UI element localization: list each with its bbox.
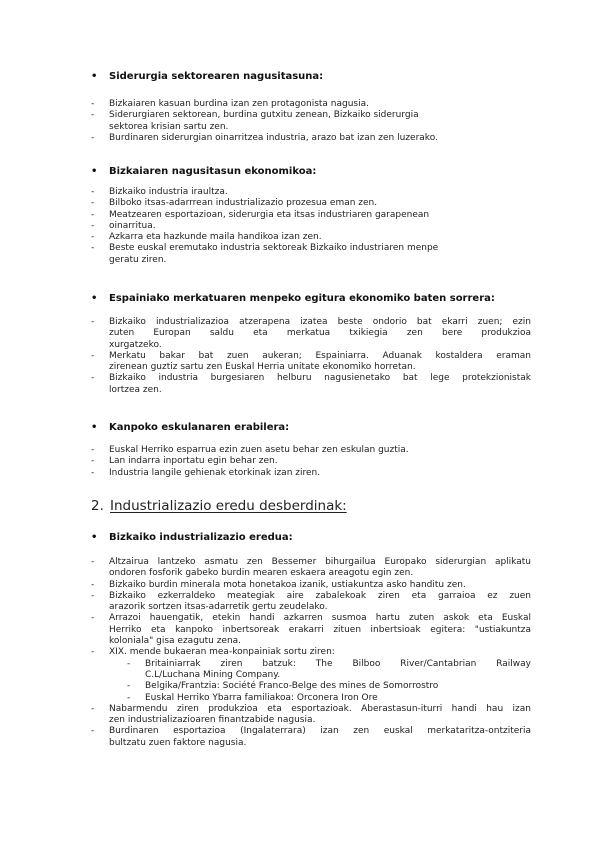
text-line: Meatzearen esportazioan, siderurgia eta itsas industriaren garapenean — [109, 209, 430, 220]
list-item — [91, 243, 531, 266]
dash-marker: - — [91, 703, 95, 714]
list-item-text — [109, 221, 531, 232]
section-heading-2: 2. Industrializazio eredu desberdinak: — [91, 498, 347, 514]
dash-marker: - — [91, 209, 95, 220]
list-item — [91, 456, 531, 467]
bullet-list — [91, 445, 531, 479]
list-item-text — [109, 704, 531, 727]
list-item — [91, 704, 531, 727]
bullet-heading: • Kanpoko eskulanaren erabilera: — [91, 422, 290, 433]
list-item — [91, 580, 531, 591]
dash-marker: - — [127, 681, 131, 692]
dash-marker: - — [91, 613, 95, 624]
dash-marker: - — [91, 198, 95, 209]
dash-marker: - — [91, 726, 95, 737]
list-item-text — [145, 659, 531, 682]
list-item — [91, 613, 531, 647]
bullet-list — [91, 557, 531, 659]
bullet-list — [91, 704, 531, 749]
text-line: arazorik sortzen itsas-adarretik gertu zeudelako. — [109, 602, 328, 613]
section-spanish-market — [91, 292, 531, 396]
sub-list-item — [91, 693, 531, 704]
list-item-text — [109, 613, 531, 647]
list-item-text — [109, 557, 531, 580]
dash-marker: - — [91, 232, 95, 243]
text-line: Azkarra eta hazkunde maila handikoa izan zen. — [109, 232, 322, 243]
list-item — [91, 232, 531, 243]
list-item — [91, 647, 531, 658]
bullet-heading: • Bizkaiaren nagusitasun ekonomikoa: — [91, 166, 317, 177]
text-line: oinarritua. — [109, 220, 156, 231]
text-line: Merkatu bakar bat zuen aukeran; Espainiarra. Aduanak kostaldera eraman — [109, 350, 531, 361]
list-item-text — [109, 351, 531, 374]
dash-marker: - — [91, 99, 95, 109]
list-item-text — [109, 99, 531, 110]
text-line: Industria langile gehienak etorkinak izan ziren. — [109, 467, 321, 478]
text-line: Herriko eta kanpoko inbertsoreak erakarri zituen inbertsioak egitera: "ustiakuntza — [109, 624, 531, 635]
list-item-text — [109, 198, 531, 209]
section-bizkaia-economic — [91, 165, 531, 266]
sub-list-item — [91, 659, 531, 682]
text-line: Euskal Herriko esparrua ezin zuen asetu behar zen eskulan guztia. — [109, 445, 409, 455]
list-item — [91, 317, 531, 351]
text-line: lortzea zen. — [109, 384, 162, 395]
text-line: Bilboko itsas-adarrrean industrializazio prozesua eman zen. — [109, 198, 378, 209]
dash-marker: - — [91, 317, 95, 327]
list-item-text — [109, 110, 531, 133]
list-item — [91, 351, 531, 374]
list-item-text — [109, 580, 531, 591]
text-line: Belgika/Frantzia: Société Franco-Belge des mines de Somorrostro — [145, 681, 439, 692]
list-item — [91, 210, 531, 221]
list-item-text — [109, 445, 531, 456]
text-line: Burdinaren siderurgian oinarritzea industria, arazo bat izan zen luzerako. — [109, 132, 438, 143]
text-line: xurgatzeko. — [109, 339, 162, 350]
text-line: zen industrializazioaren finantzabide nagusia. — [109, 715, 316, 726]
dash-marker: - — [91, 110, 95, 121]
text-line: Bizkaiko burdin minerala mota honetakoa izanik, ustiakuntza asko handitu zen. — [109, 579, 466, 590]
dash-marker: - — [127, 692, 131, 703]
list-item — [91, 133, 531, 144]
bullet-heading: • Espainiako merkatuaren menpeko egitura ekonomiko baten sorrera: — [91, 293, 495, 304]
list-item — [91, 591, 531, 614]
list-item — [91, 198, 531, 209]
section-bizkaia-model — [91, 531, 531, 749]
list-item — [91, 468, 531, 479]
dash-marker: - — [91, 132, 95, 143]
list-item — [91, 445, 531, 456]
text-line: Nabarmendu ziren produkzioa eta esportazioak. Aberastasun-iturri handi hau izan — [109, 703, 531, 714]
text-line: koloniala" gisa ezagutu zena. — [109, 636, 242, 647]
dash-marker: - — [91, 445, 95, 455]
text-line: Siderurgiaren sektorean, burdina gutxitu zenean, Bizkaiko siderurgia — [109, 110, 419, 121]
dash-marker: - — [91, 590, 95, 601]
list-item — [91, 221, 531, 232]
list-item — [91, 726, 531, 749]
list-item — [91, 110, 531, 133]
text-line: XIX. mende bukaeran mea-konpainiak sortu ziren: — [109, 647, 335, 658]
sub-bullet-list — [91, 659, 531, 704]
text-line: Bizkaiko ezkerraldeko meategiak aire zabalekoak ziren eta garraioa ez zuen — [109, 590, 531, 601]
list-item-text — [109, 243, 531, 266]
text-line: zirenean guztiz sartu zen Euskal Herria unitate ekonomiko horretan. — [109, 362, 416, 373]
list-item-text — [109, 456, 531, 467]
dash-marker: - — [91, 220, 95, 231]
text-line: Lan indarra inportatu egin behar zen. — [109, 456, 278, 467]
dash-marker: - — [91, 373, 95, 384]
section-siderurgia — [91, 70, 531, 144]
bullet-heading: • Bizkaiko industrializazio eredua: — [91, 532, 293, 543]
text-line: bultzatu zuen faktore nagusia. — [109, 737, 247, 748]
list-item-text — [109, 317, 531, 351]
bullet-list — [91, 99, 531, 144]
list-item-text — [109, 647, 531, 658]
dash-marker: - — [91, 243, 95, 254]
list-item-text — [109, 232, 531, 243]
dash-marker: - — [91, 350, 95, 361]
list-item — [91, 557, 531, 580]
list-item-text — [109, 187, 531, 198]
list-item-text — [109, 591, 531, 614]
text-line: Britainiarrak ziren batzuk: The Bilboo River/Cantabrian Railway — [145, 658, 531, 669]
bullet-heading: • Siderurgia sektorearen nagusitasuna: — [91, 71, 324, 82]
list-item-text — [145, 681, 531, 692]
sub-list-item — [91, 681, 531, 692]
list-item-text — [109, 726, 531, 749]
text-line: Arrazoi hauengatik, etekin handi azkarren susmoa hartu zuten askok eta Euskal — [109, 613, 531, 624]
dash-marker: - — [91, 187, 95, 197]
text-line: Burdinaren esportazioa (Ingalaterrara) izan zen euskal merkataritza-ontziteria — [109, 726, 531, 737]
section-foreign-labour — [91, 421, 531, 479]
list-item — [91, 99, 531, 110]
dash-marker: - — [91, 456, 95, 467]
list-item-text — [109, 373, 531, 396]
text-line: geratu ziren. — [109, 254, 167, 265]
text-line: ondoren fosforik gabeko burdin mearen eskaera areagotu egin zen. — [109, 568, 414, 579]
dash-marker: - — [91, 467, 95, 478]
list-item-text — [109, 133, 531, 144]
list-item-text — [109, 210, 531, 221]
text-line: Bizkaiko industria iraultza. — [109, 187, 228, 197]
text-line: sektorea krisian sartu zen. — [109, 121, 229, 132]
text-line: Altzairua lantzeko asmatu zen Bessemer bihurgailua Europako siderurgian aplikatu — [109, 557, 531, 567]
text-line: Bizkaiko industria burgesiaren helburu nagusienetako bat lege protekzionistak — [109, 373, 531, 384]
bullet-list — [91, 317, 531, 396]
bullet-list — [91, 187, 531, 266]
list-item-text — [145, 693, 531, 704]
dash-marker: - — [127, 658, 131, 669]
dash-marker: - — [91, 557, 95, 567]
text-line: Euskal Herriko Ybarra familiakoa: Orconera Iron Ore — [145, 692, 378, 703]
dash-marker: - — [91, 579, 95, 590]
text-line: Beste euskal eremutako industria sektoreak Bizkaiko industriaren menpe — [109, 243, 439, 254]
list-item — [91, 373, 531, 396]
list-item — [91, 187, 531, 198]
text-line: C.L/Luchana Mining Company. — [145, 669, 281, 680]
list-item-text — [109, 468, 531, 479]
text-line: Bizkaiaren kasuan burdina izan zen protagonista nagusia. — [109, 99, 369, 109]
text-line: Bizkaiko industrializazioa atzerapena izatea beste ondorio bat ekarri zuen; ezin — [109, 317, 531, 327]
text-line: zuten Europan saldu eta merkatua txikiegia zen bere produkzioa — [109, 328, 531, 339]
dash-marker: - — [91, 647, 95, 658]
